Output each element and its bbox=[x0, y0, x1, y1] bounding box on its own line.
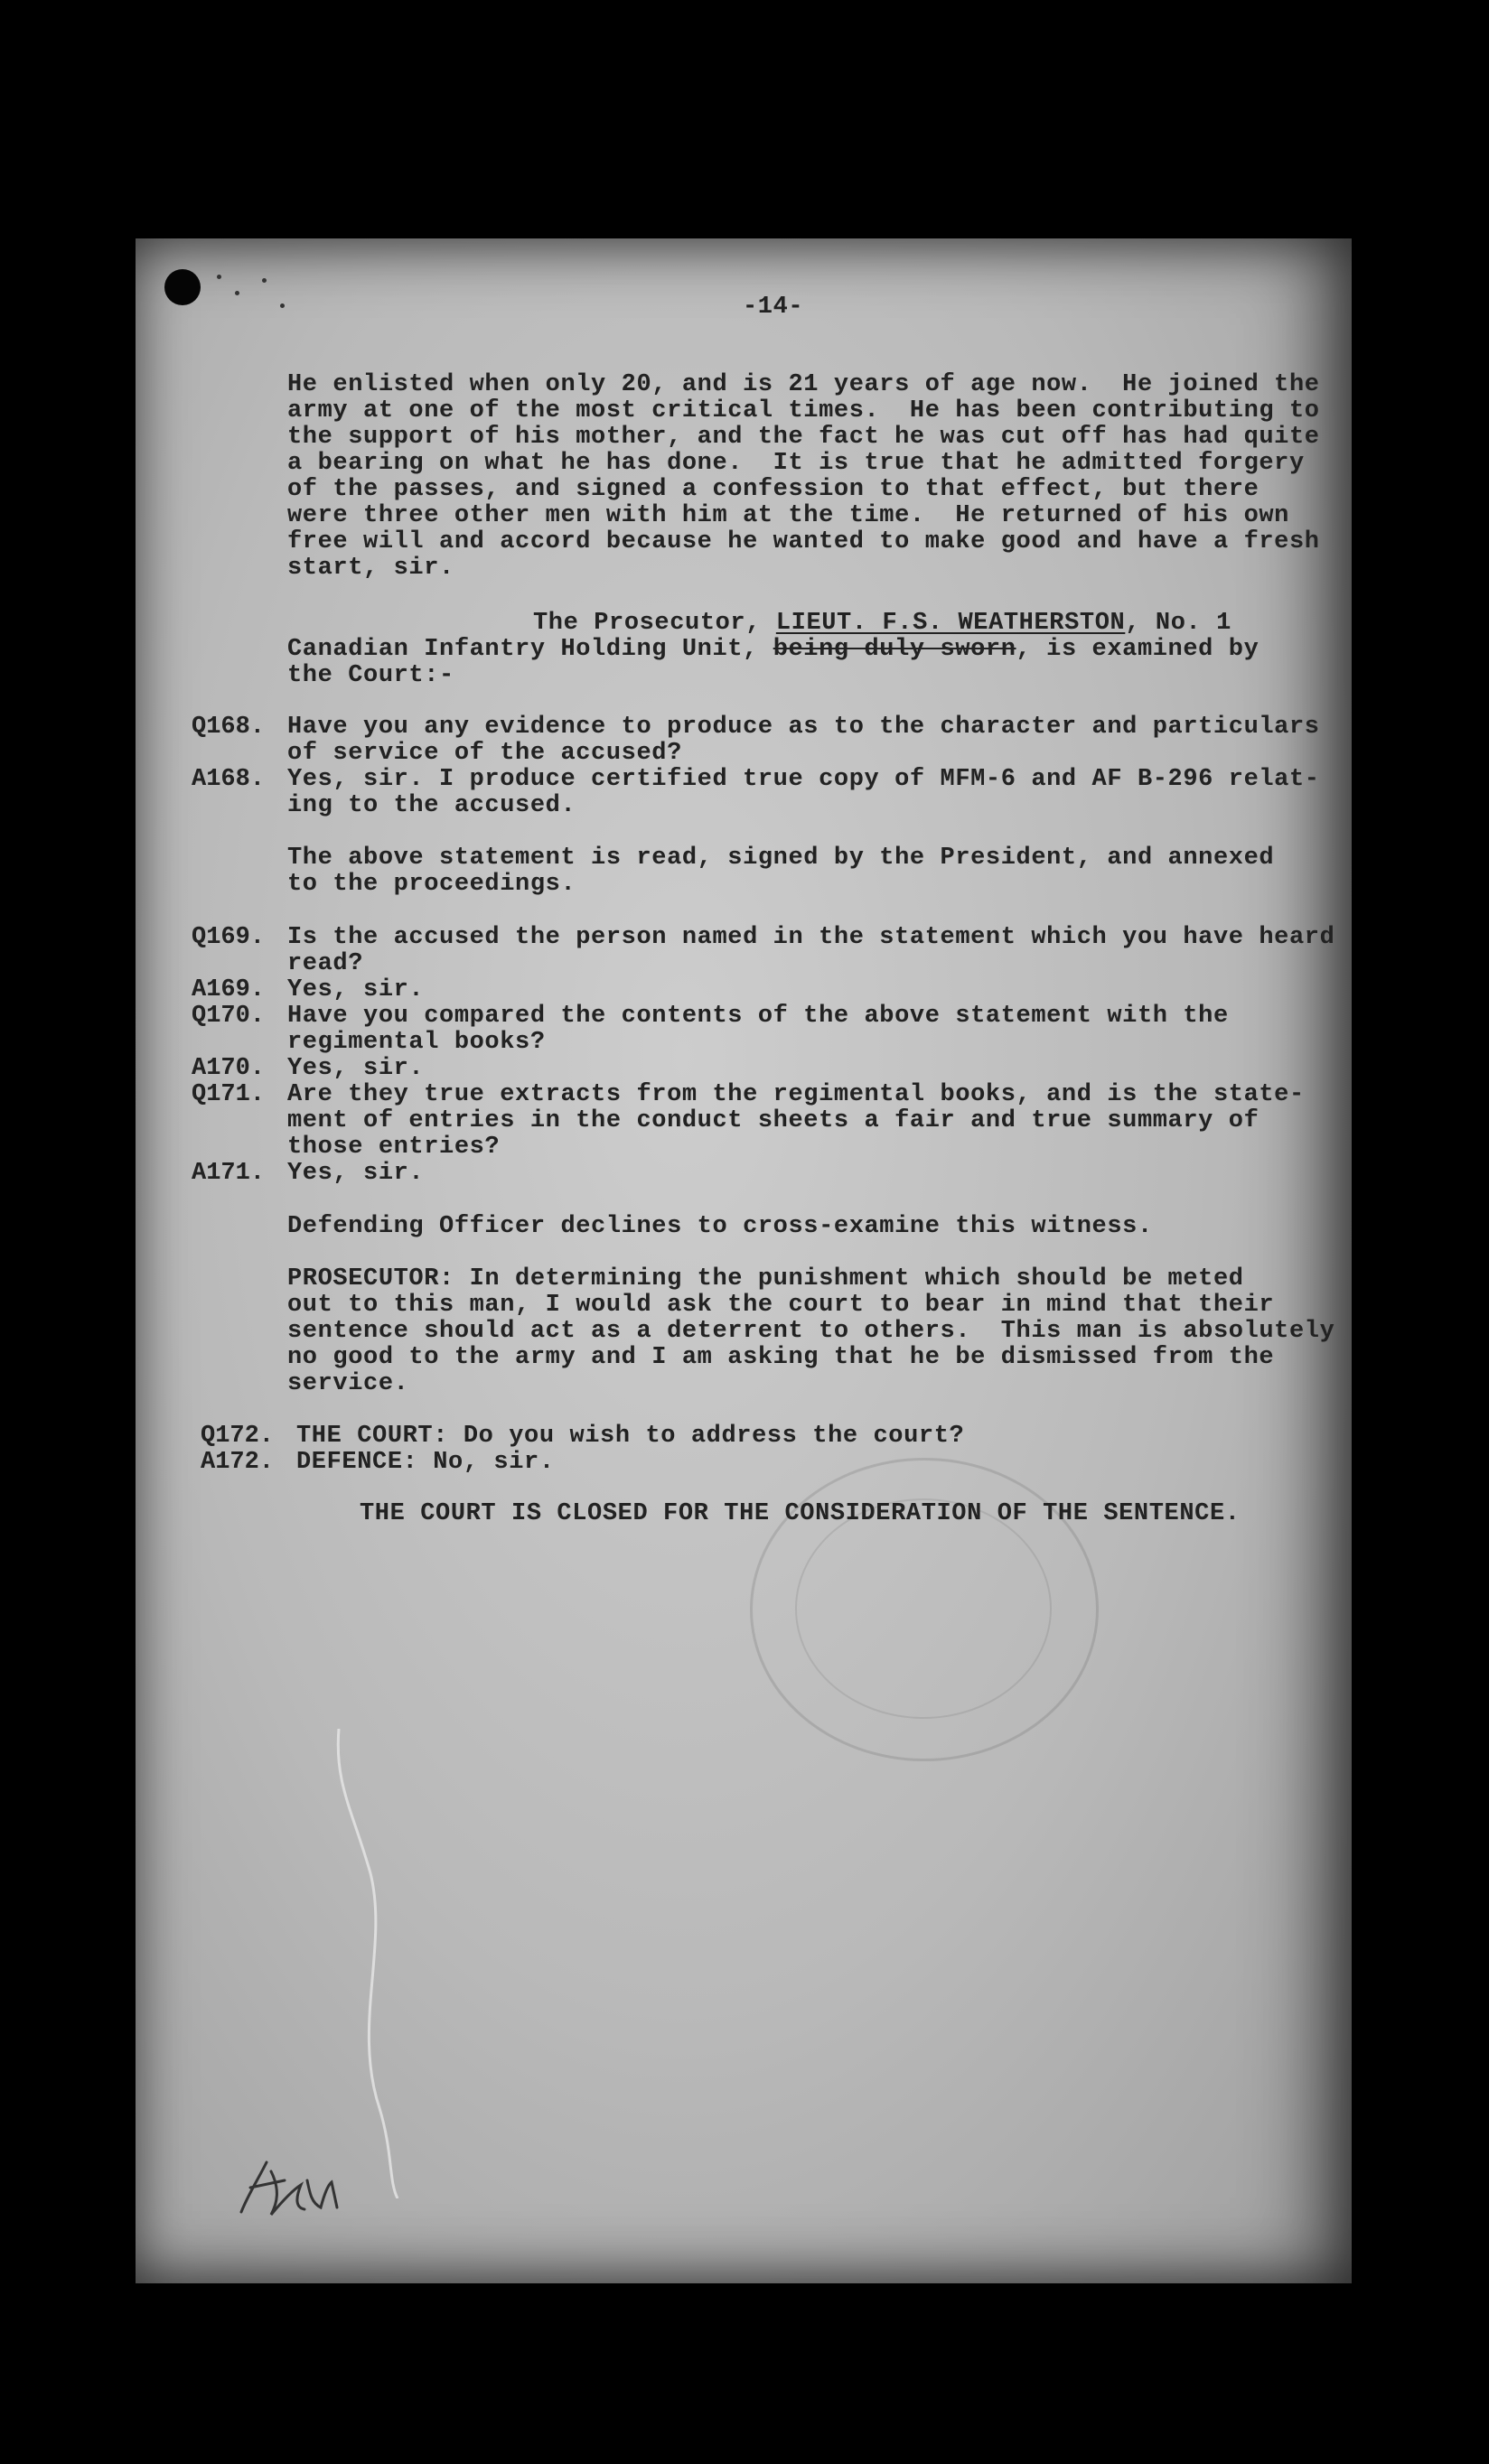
struck-phrase: being duly sworn bbox=[773, 636, 1016, 663]
prosecutor-unit: Canadian Infantry Holding Unit, bbox=[287, 636, 773, 663]
qa-line: Yes, sir. bbox=[287, 976, 425, 1003]
answer-number: A171. bbox=[192, 1160, 266, 1187]
qa-line: regimental books? bbox=[287, 1029, 546, 1056]
prosecutor-unit-no: , No. 1 bbox=[1125, 610, 1231, 637]
qa-line: read? bbox=[287, 950, 364, 977]
page-number: -14- bbox=[743, 294, 804, 321]
statement-line: to the proceedings. bbox=[287, 871, 576, 898]
closing-statement: THE COURT IS CLOSED FOR THE CONSIDERATION OF THE SENTENCE. bbox=[360, 1500, 1241, 1527]
qa-line: DEFENCE: No, sir. bbox=[296, 1449, 555, 1476]
paper-crease bbox=[316, 1729, 425, 2198]
prosecutor-court-line: the Court:- bbox=[287, 662, 454, 689]
statement-line: The above statement is read, signed by the President, and annexed bbox=[287, 845, 1275, 872]
defending-officer-note: Defending Officer declines to cross-examine this witness. bbox=[287, 1213, 1153, 1240]
para-line: the support of his mother, and the fact he was cut off has had quite bbox=[287, 424, 1320, 451]
speck bbox=[280, 303, 285, 308]
prosecutor-intro: The Prosecutor, bbox=[533, 610, 776, 637]
handwritten-initials bbox=[230, 2144, 366, 2226]
answer-number: A168. bbox=[192, 766, 266, 793]
para-line: start, sir. bbox=[287, 555, 454, 582]
prosecutor-statement-line: service. bbox=[287, 1370, 409, 1397]
qa-line: ment of entries in the conduct sheets a fair and true summary of bbox=[287, 1107, 1260, 1134]
question-number: Q171. bbox=[192, 1081, 266, 1108]
qa-line: Have you compared the contents of the above statement with the bbox=[287, 1003, 1229, 1030]
prosecutor-name: LIEUT. F.S. WEATHERSTON bbox=[775, 610, 1126, 637]
prosecutor-statement-line: PROSECUTOR: In determining the punishment which should be meted bbox=[287, 1265, 1244, 1293]
question-number: Q168. bbox=[192, 714, 266, 741]
qa-line: Are they true extracts from the regimental books, and is the state- bbox=[287, 1081, 1305, 1108]
faded-stamp-inner bbox=[795, 1498, 1052, 1719]
prosecutor-unit-line bbox=[287, 637, 1259, 663]
para-line: were three other men with him at the time. He returned of his own bbox=[287, 502, 1289, 529]
question-number: Q172. bbox=[201, 1423, 275, 1450]
speck bbox=[235, 291, 239, 295]
prosecutor-statement-line: sentence should act as a deterrent to others. This man is absolutely bbox=[287, 1318, 1335, 1345]
qa-line: of service of the accused? bbox=[287, 740, 682, 767]
para-line: free will and accord because he wanted to make good and have a fresh bbox=[287, 528, 1320, 555]
prosecutor-statement-line: out to this man, I would ask the court to bear in mind that their bbox=[287, 1292, 1275, 1319]
answer-number: A170. bbox=[192, 1055, 266, 1082]
answer-number: A169. bbox=[192, 976, 266, 1003]
para-line: He enlisted when only 20, and is 21 years of age now. He joined the bbox=[287, 371, 1320, 398]
qa-line: Yes, sir. bbox=[287, 1055, 425, 1082]
answer-number: A172. bbox=[201, 1449, 275, 1476]
prosecutor-examined: , is examined by bbox=[1016, 636, 1260, 663]
speck bbox=[262, 278, 267, 283]
para-line: of the passes, and signed a confession to that effect, but there bbox=[287, 476, 1260, 503]
qa-line: Yes, sir. bbox=[287, 1160, 425, 1187]
qa-line: Have you any evidence to produce as to the character and particulars bbox=[287, 714, 1320, 741]
qa-line: ing to the accused. bbox=[287, 792, 576, 819]
qa-line: those entries? bbox=[287, 1134, 501, 1161]
prosecutor-statement-line: no good to the army and I am asking that he be dismissed from the bbox=[287, 1344, 1275, 1371]
punch-hole bbox=[164, 269, 201, 305]
qa-line: Is the accused the person named in the statement which you have heard bbox=[287, 924, 1335, 951]
qa-line: THE COURT: Do you wish to address the court? bbox=[296, 1423, 965, 1450]
qa-line: Yes, sir. I produce certified true copy of MFM-6 and AF B-296 relat- bbox=[287, 766, 1320, 793]
speck bbox=[217, 275, 221, 279]
para-line: a bearing on what he has done. It is true that he admitted forgery bbox=[287, 450, 1305, 477]
document-page bbox=[136, 238, 1352, 2283]
para-line: army at one of the most critical times. He has been contributing to bbox=[287, 397, 1320, 425]
prosecutor-intro-line bbox=[533, 611, 1231, 637]
question-number: Q170. bbox=[192, 1003, 266, 1030]
question-number: Q169. bbox=[192, 924, 266, 951]
